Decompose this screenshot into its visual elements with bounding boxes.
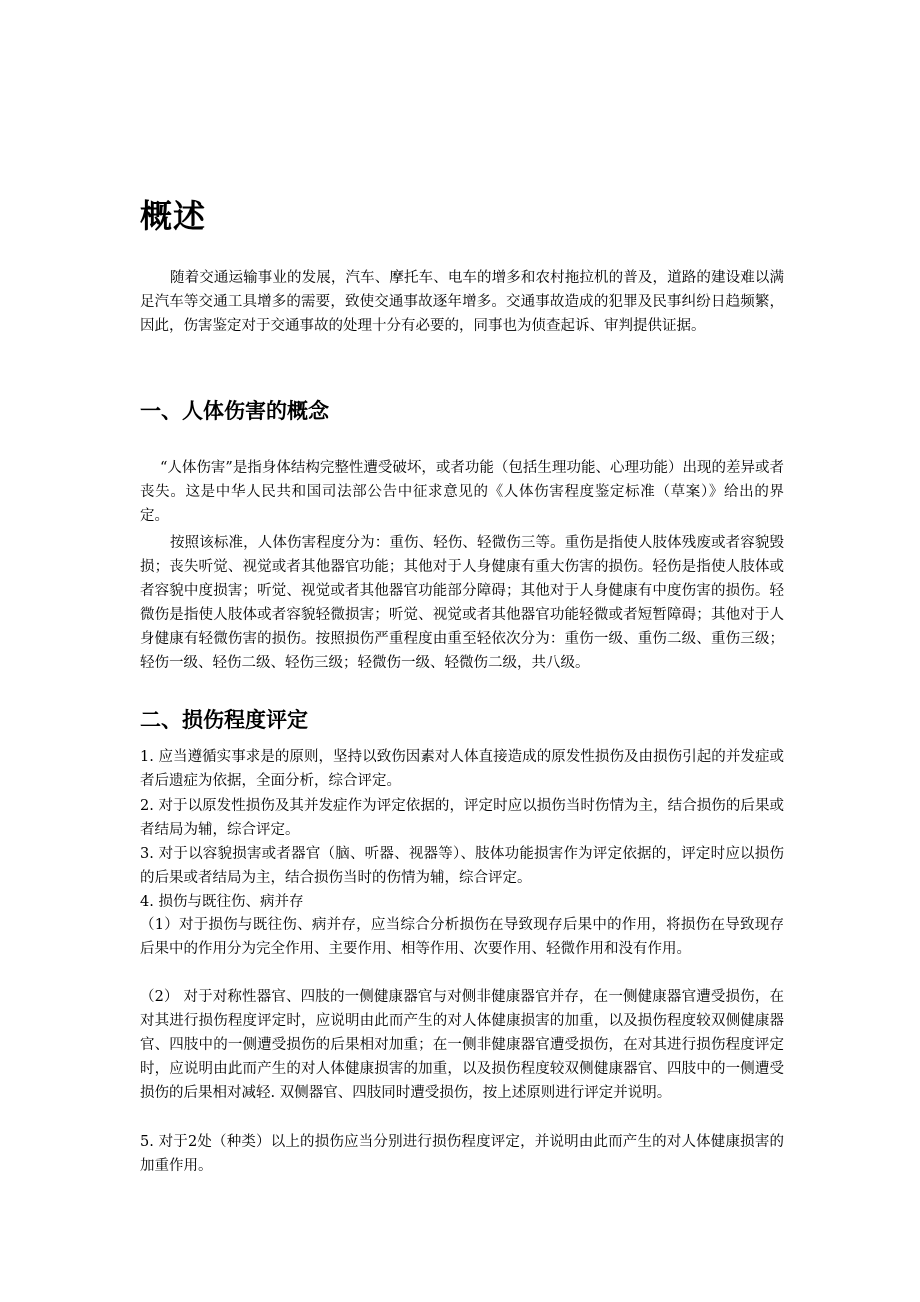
section1-heading: 一、人体伤害的概念	[140, 399, 329, 423]
list-item-1: 1. 应当遵循实事求是的原则，坚持以致伤因素对人体直接造成的原发性损伤及由损伤引起的并发症或者后遗症为依据，全面分析，综合评定。	[140, 749, 784, 789]
list-item-4-2: （2） 对于对称性器官、四肢的一侧健康器官与对侧非健康器官并存，在一侧健康器官遭受损伤，在对其进行损伤程度评定时，应说明由此而产生的对人体健康损害的加重，以及损伤程度较双侧健康器官、四肢中的一侧遭受损伤的后果相对加重；在一侧非健康器官遭受损伤，在对其进行损伤程度评定时，应说明由此而产生的对人体健康损害的加重，以及损伤程度较双侧健康器官、四肢中的一侧遭受损伤的后果相对减轻. 双侧器官、四肢同时遭受损伤，按上述原则进行评定并说明。	[140, 989, 784, 1101]
section1-paragraph-1: “人体伤害”是指身体结构完整性遭受破坏，或者功能（包括生理功能、心理功能）出现的差异或者丧失。这是中华人民共和国司法部公告中征求意见的《人体伤害程度鉴定标准（草案）》给出的界定。	[140, 460, 784, 524]
list-item-4: 4. 损伤与既往伤、病并存	[140, 894, 304, 910]
list-item-4-1: （1）对于损伤与既往伤、病并存，应当综合分析损伤在导致现存后果中的作用，将损伤在导致现存后果中的作用分为完全作用、主要作用、相等作用、次要作用、轻微作用和没有作用。	[140, 917, 784, 957]
intro-paragraph: 随着交通运输事业的发展，汽车、摩托车、电车的增多和农村拖拉机的普及，道路的建设难以满足汽车等交通工具增多的需要，致使交通事故逐年增多。交通事故造成的犯罪及民事纠纷日趋频繁，因此，伤害鉴定对于交通事故的处理十分有必要的，同事也为侦查起诉、审判提供证据。	[140, 270, 784, 334]
list-item-5: 5. 对于2处（种类）以上的损伤应当分别进行损伤程度评定，并说明由此而产生的对人体健康损害的加重作用。	[140, 1134, 784, 1174]
section2-heading: 二、损伤程度评定	[140, 708, 308, 732]
list-item-2: 2. 对于以原发性损伤及其并发症作为评定依据的，评定时应以损伤当时伤情为主，结合损伤的后果或者结局为辅，综合评定。	[140, 798, 784, 838]
section1-paragraph-2: 按照该标准，人体伤害程度分为：重伤、轻伤、轻微伤三等。重伤是指使人肢体残废或者容貌毁损；丧失听觉、视觉或者其他器官功能；其他对于人身健康有重大伤害的损伤。轻伤是指使人肢体或者容貌中度损害；听觉、视觉或者其他器官功能部分障碍；其他对于人身健康有中度伤害的损伤。轻微伤是指使人肢体或者容貌轻微损害；听觉、视觉或者其他器官功能轻微或者短暂障碍；其他对于人身健康有轻微伤害的损伤。按照损伤严重程度由重至轻依次分为：重伤一级、重伤二级、重伤三级；轻伤一级、轻伤二级、轻伤三级；轻微伤一级、轻微伤二级，共八级。	[140, 535, 784, 671]
list-item-3: 3. 对于以容貌损害或者器官（脑、听器、视器等）、肢体功能损害作为评定依据的，评定时应以损伤的后果或者结局为主，结合损伤当时的伤情为辅，综合评定。	[140, 846, 784, 886]
page-title: 概述	[140, 197, 207, 235]
